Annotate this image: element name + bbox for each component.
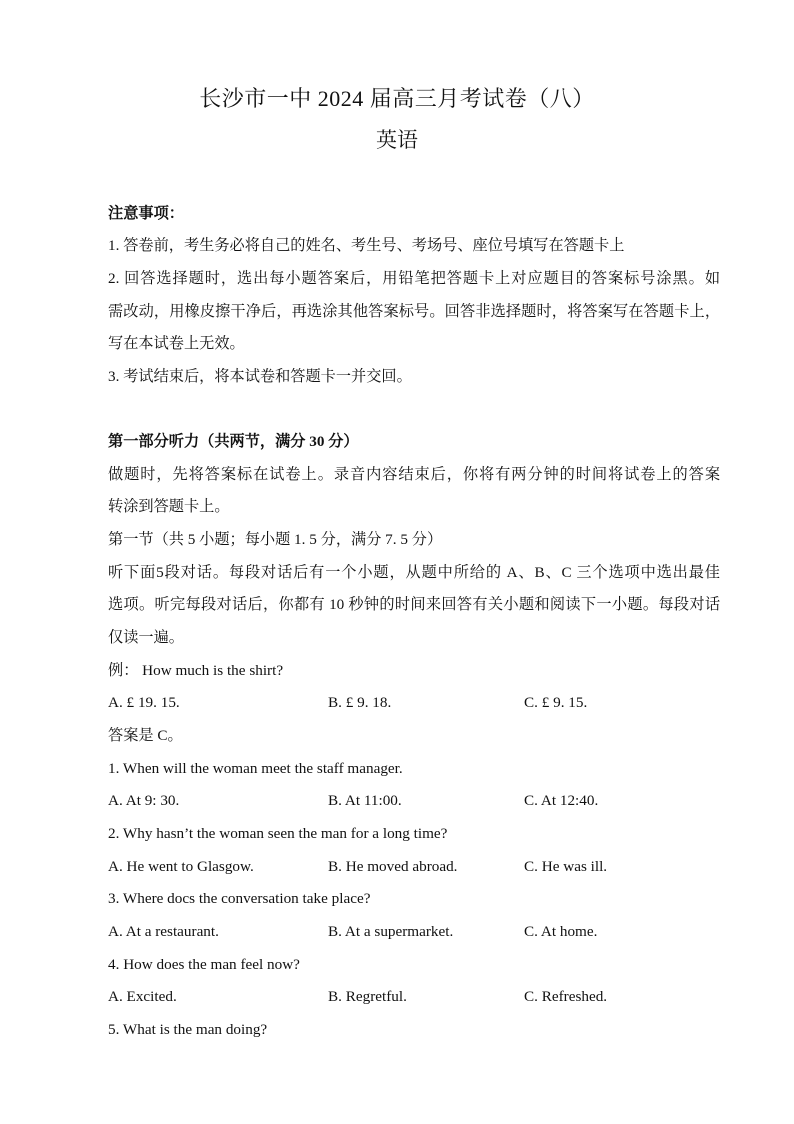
question-2-option-b: B. He moved abroad. xyxy=(328,858,458,875)
part1-intro-line-1: 做题时，先将答案标在试卷上。录音内容结束后，你将有两分钟的时间将试卷上的答案 xyxy=(108,466,720,483)
question-1: 1. When will the woman meet the staff manager. xyxy=(108,760,403,777)
subject-title: 英语 xyxy=(376,128,418,152)
question-4-option-a: A. Excited. xyxy=(108,988,177,1005)
instruction-line-2: 选项。听完每段对话后，你都有 10 秒钟的时间来回答有关小题和阅读下一小题。每段对话 xyxy=(108,596,720,613)
note-item-3: 3. 考试结束后，将本试卷和答题卡一并交回。 xyxy=(108,368,412,385)
note-item-1: 1. 答卷前，考生务必将自己的姓名、考生号、考场号、座位号填写在答题卡上 xyxy=(108,237,625,254)
notes-heading: 注意事项： xyxy=(108,205,184,222)
example-option-b: B. £ 9. 18. xyxy=(328,694,392,711)
question-5: 5. What is the man doing? xyxy=(108,1021,268,1038)
example-option-a: A. £ 19. 15. xyxy=(108,694,180,711)
instruction-line-3: 仅读一遍。 xyxy=(108,629,184,646)
question-3-option-c: C. At home. xyxy=(524,923,598,940)
question-1-option-c: C. At 12:40. xyxy=(524,792,599,809)
exam-title: 长沙市一中 2024 届高三月考试卷（八） xyxy=(199,86,595,111)
question-2-option-c: C. He was ill. xyxy=(524,858,608,875)
note-item-2-line-1: 2. 回答选择题时，选出每小题答案后，用铅笔把答题卡上对应题目的答案标号涂黑。如 xyxy=(108,270,720,287)
question-3-option-b: B. At a supermarket. xyxy=(328,923,454,940)
example-answer: 答案是 C。 xyxy=(108,727,183,744)
question-1-option-a: A. At 9: 30. xyxy=(108,792,180,809)
instruction-line-1: 听下面5段对话。每段对话后有一个小题，从题中所给的 A、B、C 三个选项中选出最佳 xyxy=(108,564,720,581)
part1-intro-line-2: 转涂到答题卡上。 xyxy=(108,498,230,515)
question-4-option-c: C. Refreshed. xyxy=(524,988,608,1005)
question-2-option-a: A. He went to Glasgow. xyxy=(108,858,254,875)
question-4: 4. How does the man feel now? xyxy=(108,956,300,973)
example-option-c: C. £ 9. 15. xyxy=(524,694,588,711)
question-2: 2. Why hasn’t the woman seen the man for a long time? xyxy=(108,825,448,842)
question-3: 3. Where docs the conversation take place? xyxy=(108,890,371,907)
note-item-2-line-3: 写在本试卷上无效。 xyxy=(108,335,245,352)
example-question: 例： How much is the shirt? xyxy=(108,662,284,679)
question-3-option-a: A. At a restaurant. xyxy=(108,923,219,940)
question-1-option-b: B. At 11:00. xyxy=(328,792,402,809)
note-item-2-line-2: 需改动，用橡皮擦干净后，再选涂其他答案标号。回答非选择题时，将答案写在答题卡上， xyxy=(108,303,720,320)
section1-heading: 第一节（共 5 小题；每小题 1. 5 分，满分 7. 5 分） xyxy=(108,531,443,548)
question-4-option-b: B. Regretful. xyxy=(328,988,407,1005)
part1-heading: 第一部分听力（共两节，满分 30 分） xyxy=(108,433,359,450)
